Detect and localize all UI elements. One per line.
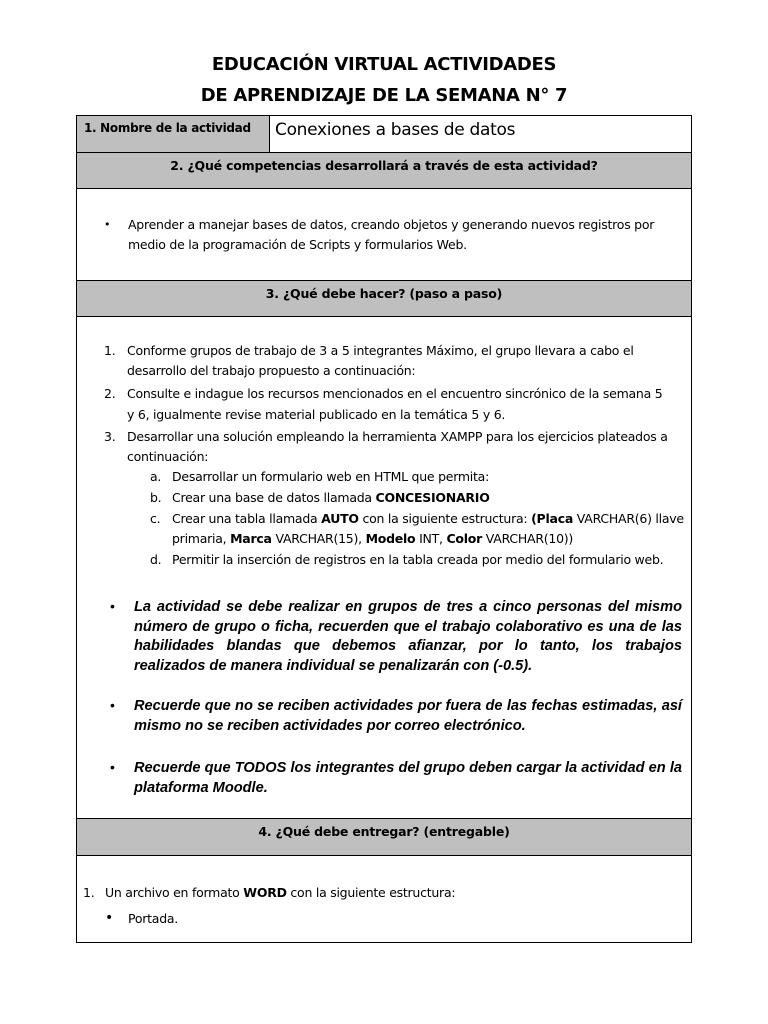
step-2-line-1: Consulte e indague los recursos mencionados en el encuentro sincrónico de la semana 5 — [127, 386, 663, 401]
competencias-line-1: Aprender a manejar bases de datos, creando objetos y generando nuevos registros por — [128, 217, 655, 232]
bullet-dot: • — [104, 218, 111, 231]
step-number: 2. — [104, 386, 116, 401]
subitem-letter: d. — [150, 552, 162, 567]
entregable-item-1: Un archivo en formato WORD con la siguiente estructura: — [105, 885, 456, 900]
bullet-dot: • — [110, 759, 115, 775]
activity-name-label: 1. Nombre de la actividad — [77, 116, 270, 152]
bullet-dot: • — [105, 910, 114, 926]
note-3: Recuerde que TODOS los integrantes del grupo deben cargar la actividad en la plataforma Moodle. — [134, 760, 682, 796]
step-number: 3. — [104, 429, 116, 444]
step-1-line-2: desarrollo del trabajo propuesto a continuación: — [127, 363, 416, 378]
step-3-line-2: continuación: — [127, 449, 209, 464]
competencias-line-2: medio de la programación de Scripts y formularios Web. — [128, 237, 467, 252]
step-2-line-2: y 6, igualmente revise material publicado en la temática 5 y 6. — [127, 407, 506, 422]
entregable-number: 1. — [83, 885, 95, 900]
activity-name-row — [77, 116, 691, 152]
step-3-line-1: Desarrollar una solución empleando la herramienta XAMPP para los ejercicios plateados a — [127, 429, 668, 444]
subitem-d-text: Permitir la inserción de registros en la tabla creada por medio del formulario web. — [172, 552, 664, 567]
title-line-1: EDUCACIÓN VIRTUAL ACTIVIDADES — [211, 54, 557, 75]
subitem-letter: a. — [150, 469, 162, 484]
subitem-letter: b. — [150, 490, 162, 505]
title-line-2: DE APRENDIZAJE DE LA SEMANA N° 7 — [200, 85, 568, 106]
step-1-line-1: Conforme grupos de trabajo de 3 a 5 integrantes Máximo, el grupo llevara a cabo el — [127, 343, 634, 358]
paso-a-paso-header: 3. ¿Qué debe hacer? (paso a paso) — [77, 280, 691, 317]
entregable-header: 4. ¿Qué debe entregar? (entregable) — [77, 818, 691, 856]
competencias-body — [77, 189, 691, 281]
subitem-a-text: Desarrollar un formulario web en HTML que permita: — [172, 469, 490, 484]
subitem-b-text: Crear una base de datos llamada CONCESIONARIO — [172, 490, 490, 505]
step-number: 1. — [104, 343, 116, 358]
subitem-c-line-2: primaria, Marca VARCHAR(15), Modelo INT, Color VARCHAR(10)) — [172, 531, 574, 546]
subitem-c-line-1: Crear una tabla llamada AUTO con la siguiente estructura: (Placa VARCHAR(6) llave — [172, 511, 684, 526]
entregable-bullet-portada: Portada. — [128, 911, 179, 926]
bullet-dot: • — [110, 697, 115, 713]
subitem-letter: c. — [150, 511, 161, 526]
note-1: La actividad se debe realizar en grupos de tres a cinco personas del mismo número de grupo o ficha, recuerden que el trabajo colaborativo es una de las habilidades blandas que debemos afianzar, por lo tanto, los trabajos realizados de manera individual se penalizarán con (-0.5). — [134, 599, 682, 674]
activity-name-value: Conexiones a bases de datos — [275, 120, 516, 140]
paso-a-paso-body — [77, 317, 691, 819]
entregable-body — [77, 856, 691, 942]
activity-table — [76, 115, 692, 943]
note-2: Recuerde que no se reciben actividades por fuera de las fechas estimadas, así mismo no se reciben actividades por correo electrónico. — [134, 698, 682, 734]
bullet-dot: • — [110, 598, 115, 614]
competencias-header: 2. ¿Qué competencias desarrollará a través de esta actividad? — [77, 152, 691, 189]
